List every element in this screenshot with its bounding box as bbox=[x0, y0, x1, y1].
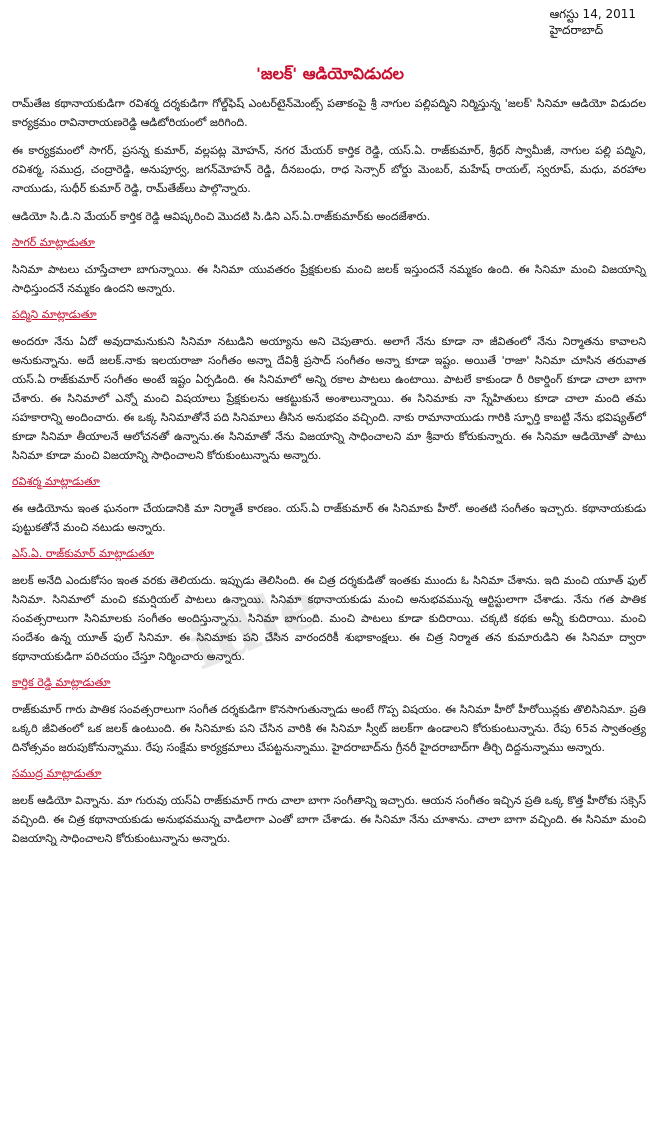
section-heading-karthika: కార్తిక రెడ్డి మాట్లాడుతూ bbox=[12, 676, 111, 689]
section-text-samudra: జలక్ ఆడియో విన్నాను. మా గురువు యస్ఏ రాజ్‌కుమార్ గారు చాలా బాగా సంగీతాన్ని ఇచ్చారు. ఆయన సంగీతం ఇచ్చిన ప్రతి ఒక్క కొత్త హీరోకు సక్సెస్ వచ్చింది. ఈ చిత్ర కథానాయకుడు అనుభవమున్న వాడిలాగా ఎంతో బాగా చేశాడు. ఈ సినిమా నేను చూశాను. చాలా బాగా వచ్చింది. ఈ సినిమా మంచి విజయాన్ని సాధించాలని కోరుకుంటున్నాను అన్నారు. bbox=[12, 794, 646, 845]
page-title: 'జలక్' ఆడియోవిడుదల bbox=[256, 64, 404, 83]
release-date: ఆగస్టు 14, 2011 bbox=[549, 7, 636, 21]
intro-paragraph: రామ్‌తేజ కథానాయకుడిగా రవిశర్మ దర్శకుడిగా గోల్డ్‌ఫిష్ ఎంటర్‌టైన్‌మెంట్స్ పతాకంపై శ్రీ నాగుల పల్లిపద్మిని నిర్మిస్తున్న 'జలక్' సినిమా ఆడియో విడుదల కార్యక్రమం రావినారాయణరెడ్డి ఆడిటోరియంలో జరిగింది. bbox=[12, 97, 646, 129]
section-text-ravisharma: ఈ ఆడియోను ఇంత ఘనంగా చేయడానికి మా నిర్మాతే కారణం. యస్.ఏ రాజ్‌కుమార్ ఈ సినిమాకు హీరో. అంతటి సంగీతం ఇచ్చారు. కథానాయకుడు పుట్టుకతోనే మంచి నటుడు అన్నారు. bbox=[12, 502, 646, 534]
section-text-karthika: రాజ్‌కుమార్ గారు పాతిక సంవత్సరాలుగా సంగీత దర్శకుడిగా కొనసాగుతున్నాడు అంటే గొప్ప విషయం. ఈ సినిమా హీరో హీరోయిన్లకు తొలిసినిమా. ప్రతి ఒక్కరి జీవితంలో ఒక జలక్ ఉంటుంది. ఈ సినిమాకు పని చేసిన వారికి ఈ సినిమా స్వీట్ జలక్‌గా ఉండాలని కోరుకుంటున్నాను. రేపు 65వ స్వాతంత్ర్య దినోత్సవం జరుపుకోనున్నాము. రేపు సంక్షేమ కార్యక్రమాలు చేపట్టనున్నాము. హైదరాబాద్‌ను గ్రీనరీ హైదరాబాద్‌గా తీర్చి దిద్దనున్నాము అన్నారు. bbox=[12, 703, 646, 754]
section-text-rajkumar: జలక్ అనేది ఎందుకోసం ఇంత వరకు తెలియదు. ఇప్పుడు తెలిసింది. ఈ చిత్ర దర్శకుడితో ఇంతకు ముందు ఓ సినిమా చేశాను. ఇది మంచి యూత్ ఫుల్ సినిమా. సినిమాలో మంచి కమర్షియల్ పాటలు ఉన్నాయి. సినిమా కథానాయకుడు మంచి అనుభవమున్న ఆర్టిస్టులాగా చేశాడు. నేను గత పాతిక సంవత్సరాలుగా సినిమాలకు సంగీతం అందిస్తున్నాను. సినిమా బాగుంది. మంచి పాటలు కూడా కుదిరాయి. చక్కటి కథకు అన్నీ కుదిరాయి. మంచి సందేశం ఉన్న యూత్ ఫుల్ సినిమా. ఈ సినిమాకు పని చేసిన వారందరికీ శుభాకాంక్షలు. ఈ చిత్ర నిర్మాత తన కుమారుడిని ఈ సినిమా ద్వారా కథానాయకుడిగా పరిచయం చేస్తూ నిర్మించారు అన్నారు. bbox=[12, 574, 646, 663]
article-body bbox=[12, 94, 646, 857]
section-text-sagar: సినిమా పాటలు చూస్తేచాలా బాగున్నాయి. ఈ సినిమా యువతరం ప్రేక్షకులకు మంచి జలక్ ఇస్తుందనే నమ్మకం ఉంది. ఈ సినిమా మంచి విజయాన్ని సాధిస్తుందనే నమ్మకం ఉందని అన్నారు. bbox=[12, 263, 646, 295]
section-heading-rajkumar: ఎస్.ఏ. రాజ్‌కుమార్ మాట్లాడుతూ bbox=[12, 547, 154, 560]
section-text-padmini: అందరూ నేను ఏదో అవుదామనుకుని సినిమా నటుడిని అయ్యాను అని చెపుతారు. అలాగే నేను కూడా నా జీవితంలో నేను నిర్మాతను కావాలని అనుకున్నాను. అదే జలక్.నాకు ఇలయరాజా సంగీతం అన్నా దేవిశ్రీ ప్రసాద్ సంగీతం అన్నా కూడా ఇష్టం. అయితే 'రాజా' సినిమా చూసిన తరువాత యస్.ఏ రాజ్‌కుమార్ సంగీతం అంటే ఇష్టం ఏర్పడింది. ఈ సినిమాలో అన్ని రకాల పాటలు ఉంటాయి. పాటలే కాకుండా రీ రికార్డింగ్ కూడా చాలా బాగా చేశారు. ఈ సినిమాలో ఎన్నో మంచి విషయాలు ప్రేక్షకులను ఆకట్టుకునే అంశాలున్నాయి. ఈ సినిమాకు నా స్నేహితులు కూడా చాలా మంది తమ సహకారాన్ని అందించారు. ఈ ఒక్క సినిమాతోనే పది సినిమాలు తీసిన అనుభవం వచ్చింది. నాకు రామానాయుడు గారికి స్ఫూర్తి కాబట్టి నేను భవిష్యత్‌లో కూడా సినిమా తీయాలనే ఆలోచనతో ఉన్నాను.ఈ సినిమాతో నేను విజయాన్ని సాధించాలని మా శ్రీవారు కోరుకున్నారు. ఈ సినిమా ఆడియోతో పాటు సినిమా కూడా మంచి విజయాన్ని సాధించాలని కోరుకుంటున్నాను అన్నారు. bbox=[12, 335, 646, 462]
dateline bbox=[550, 6, 636, 38]
cd-launch-paragraph: ఆడియో సి.డి.ని మేయర్ కార్తిక రెడ్డి ఆవిష్కరించి మొదటి సి.డిని ఎస్.ఏ.రాజ్‌కుమార్‌కు అందజేశారు. bbox=[12, 210, 431, 223]
attendees-paragraph: ఈ కార్యక్రమంలో సాగర్, ప్రసన్న కుమార్, వల్లపట్ల మోహన్, నగర మేయర్ కార్తిక రెడ్డి, యస్.ఏ. రాజ్‌కుమార్, శ్రీధర్ స్వామీజీ, నాగుల పల్లి పద్మిని, రవిశర్మ, సముద్ర, చంద్రారెడ్డి, అనుపూర్వ, జగన్‌మోహన్ రెడ్డి, దీనబంధు, రాధ సెన్సార్ బోర్డు మెంబర్, మహేష్ రాయల్, స్వరూప్, మధు, వరహాల నాయుడు, సుధీర్ కుమార్ రెడ్డి, రామ్‌తేజ్‌లు పాల్గొన్నారు. bbox=[12, 144, 646, 195]
release-place: హైదరాబాద్ bbox=[549, 23, 604, 37]
section-heading-samudra: సముద్ర మాట్లాడుతూ bbox=[12, 767, 102, 780]
watermark: idle bbox=[178, 565, 331, 686]
section-heading-ravisharma: రవిశర్మ మాట్లాడుతూ bbox=[12, 475, 100, 488]
section-heading-sagar: సాగర్ మాట్లాడుతూ bbox=[12, 236, 95, 249]
section-heading-padmini: పద్మిని మాట్లాడుతూ bbox=[12, 308, 97, 321]
